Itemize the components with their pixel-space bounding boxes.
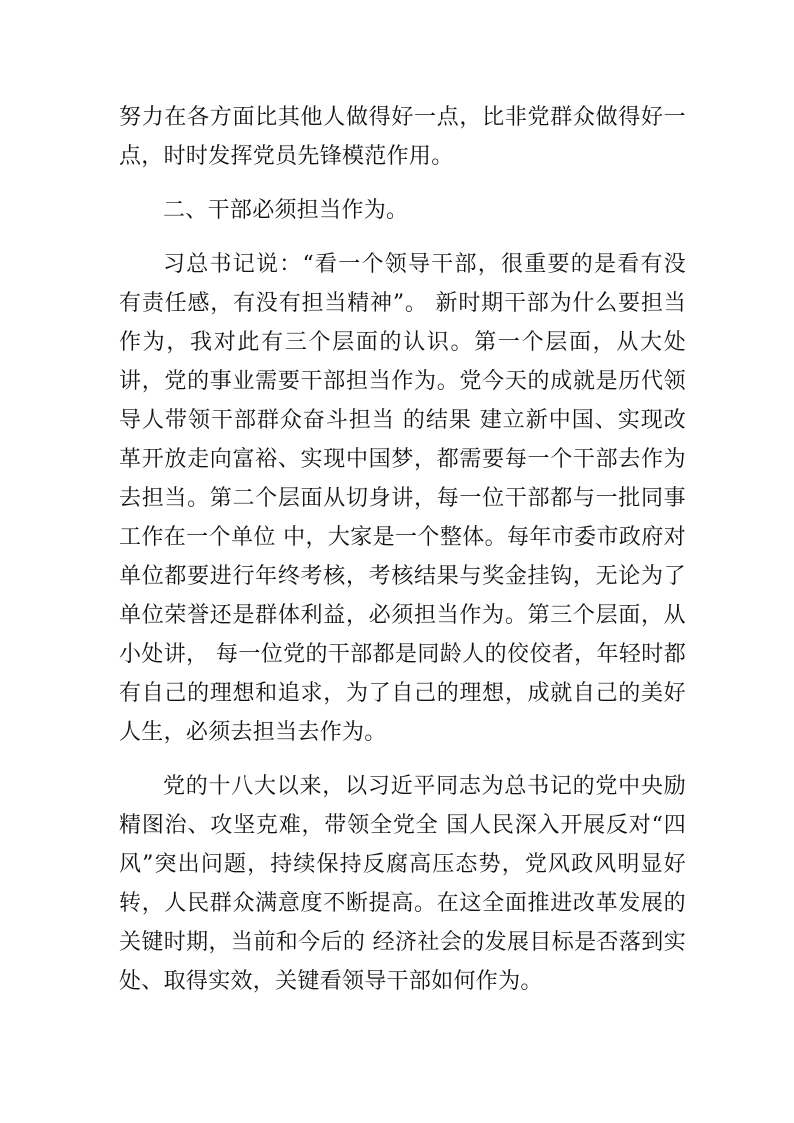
section-heading: 二、干部必须担当作为。: [163, 198, 409, 223]
paragraph-responsibility: 习总书记说：“看一个领导干部，很重要的是看有没有责任感，有没有担当精神”。 新时期干部为什么要担当作为，我对此有三个层面的认识。第一个层面，从大处讲，党的事业需要干部担当作为。党今天的成就是历代领导人带领干部群众奋斗担当 的结果 建立新中国、实现改革开放走向富裕、实现中国梦，都需要每一个干部去作为去担当。第二个层面从切身讲，每一位干部都与一批同事工作在一个单位 中，大家是一个整体。每年市委市政府对单位都要进行年终考核，考核结果与奖金挂钩，无论为了单位荣誉还是群体利益，必须担当作为。第三个层面，从小处讲， 每一位党的干部都是同龄人的佼佼者，年轻时都有自己的理想和追求，为了自己的理想，成就自己的美好人生，必须去担当去作为。: [119, 252, 686, 745]
document-body: [119, 98, 686, 1016]
paragraph-eighteenth-congress: 党的十八大以来，以习近平同志为总书记的党中央励精图治、攻坚克难，带领全党全 国人民深入开展反对“四风”突出问题，持续保持反腐高压态势，党风政风明显好转，人民群众满意度不断提高。在这全面推进改革发展的关键时期，当前和今后的 经济社会的发展目标是否落到实处、取得实效，关键看领导干部如何作为。: [119, 774, 686, 994]
paragraph-continuation: 努力在各方面比其他人做得好一点，比非党群众做得好一点，时时发挥党员先锋模范作用。: [119, 105, 686, 169]
